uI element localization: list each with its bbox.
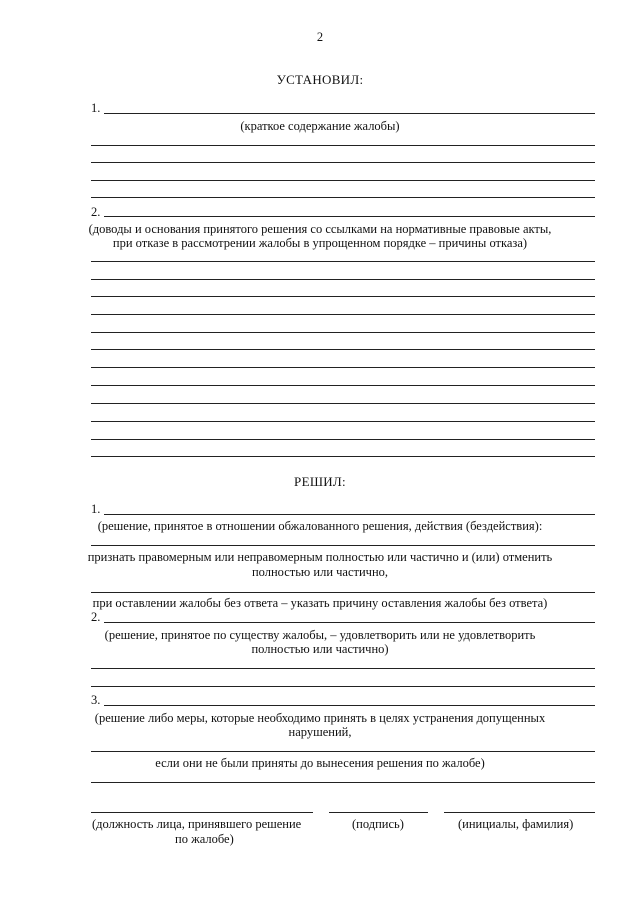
established-item2-field[interactable]: [104, 216, 595, 217]
decided-heading: РЕШИЛ:: [294, 474, 346, 489]
established-item1-field[interactable]: [104, 113, 595, 114]
decided-item2-caption-2: полностью или частично): [251, 642, 389, 656]
established-item2-line[interactable]: [91, 456, 595, 457]
decided-item3-field[interactable]: [104, 705, 595, 706]
decided-item3-caption-2: нарушений,: [288, 725, 352, 739]
established-item1-line[interactable]: [91, 145, 595, 146]
signature-name-label: (инициалы, фамилия): [458, 817, 574, 831]
decided-item1-caption-4: при оставлении жалобы без ответа – указать причину оставления жалобы без ответа): [92, 596, 548, 610]
decided-item1-line[interactable]: [91, 592, 595, 593]
decided-item2-line[interactable]: [91, 668, 595, 669]
decided-item3-number: 3.: [91, 693, 101, 707]
established-item2-line[interactable]: [91, 403, 595, 404]
decided-item1-number: 1.: [91, 502, 101, 516]
decided-item3-caption-3: если они не были приняты до вынесения решения по жалобе): [155, 756, 485, 770]
established-item1-line[interactable]: [91, 197, 595, 198]
decided-item3-line[interactable]: [91, 751, 595, 752]
established-item2-line[interactable]: [91, 296, 595, 297]
established-item2-line[interactable]: [91, 367, 595, 368]
decided-item1-caption-3: полностью или частично,: [251, 565, 389, 579]
signature-position-field[interactable]: [91, 812, 313, 813]
decided-item1-field[interactable]: [104, 514, 595, 515]
established-item2-line[interactable]: [91, 279, 595, 280]
established-item2-caption-2: при отказе в рассмотрении жалобы в упрощенном порядке – причины отказа): [112, 236, 528, 250]
established-item2-line[interactable]: [91, 332, 595, 333]
decided-item2-caption-1: (решение, принятое по существу жалобы, – удовлетворить или не удовлетворить: [104, 628, 536, 642]
decided-item2-field[interactable]: [104, 622, 595, 623]
established-item1-line[interactable]: [91, 180, 595, 181]
established-item2-line[interactable]: [91, 261, 595, 262]
decided-item1-caption-2: признать правомерным или неправомерным полностью или частично и (или) отменить: [87, 550, 553, 564]
signature-sign-field[interactable]: [329, 812, 428, 813]
established-item1-caption: (краткое содержание жалобы): [240, 119, 400, 133]
established-item2-caption-1: (доводы и основания принятого решения со ссылками на нормативные правовые акты,: [88, 222, 552, 236]
established-item2-line[interactable]: [91, 349, 595, 350]
decided-item1-line[interactable]: [91, 545, 595, 546]
established-heading: УСТАНОВИЛ:: [276, 72, 364, 87]
established-item2-line[interactable]: [91, 385, 595, 386]
established-item2-line[interactable]: [91, 421, 595, 422]
page-number: 2: [316, 30, 324, 44]
established-item2-line[interactable]: [91, 314, 595, 315]
signature-position-label-1: (должность лица, принявшего решение: [92, 817, 302, 831]
signature-position-label-2: по жалобе): [175, 832, 234, 846]
decided-item3-line[interactable]: [91, 782, 595, 783]
established-item2-number: 2.: [91, 205, 101, 219]
established-item2-line[interactable]: [91, 439, 595, 440]
signature-name-field[interactable]: [444, 812, 595, 813]
decided-item2-line[interactable]: [91, 686, 595, 687]
decided-item2-number: 2.: [91, 610, 101, 624]
established-item1-number: 1.: [91, 101, 101, 115]
decided-item1-caption-1: (решение, принятое в отношении обжалованного решения, действия (бездействия):: [97, 519, 543, 533]
decided-item3-caption-1: (решение либо меры, которые необходимо принять в целях устранения допущенных: [94, 711, 546, 725]
established-item1-line[interactable]: [91, 162, 595, 163]
signature-sign-label: (подпись): [352, 817, 404, 831]
